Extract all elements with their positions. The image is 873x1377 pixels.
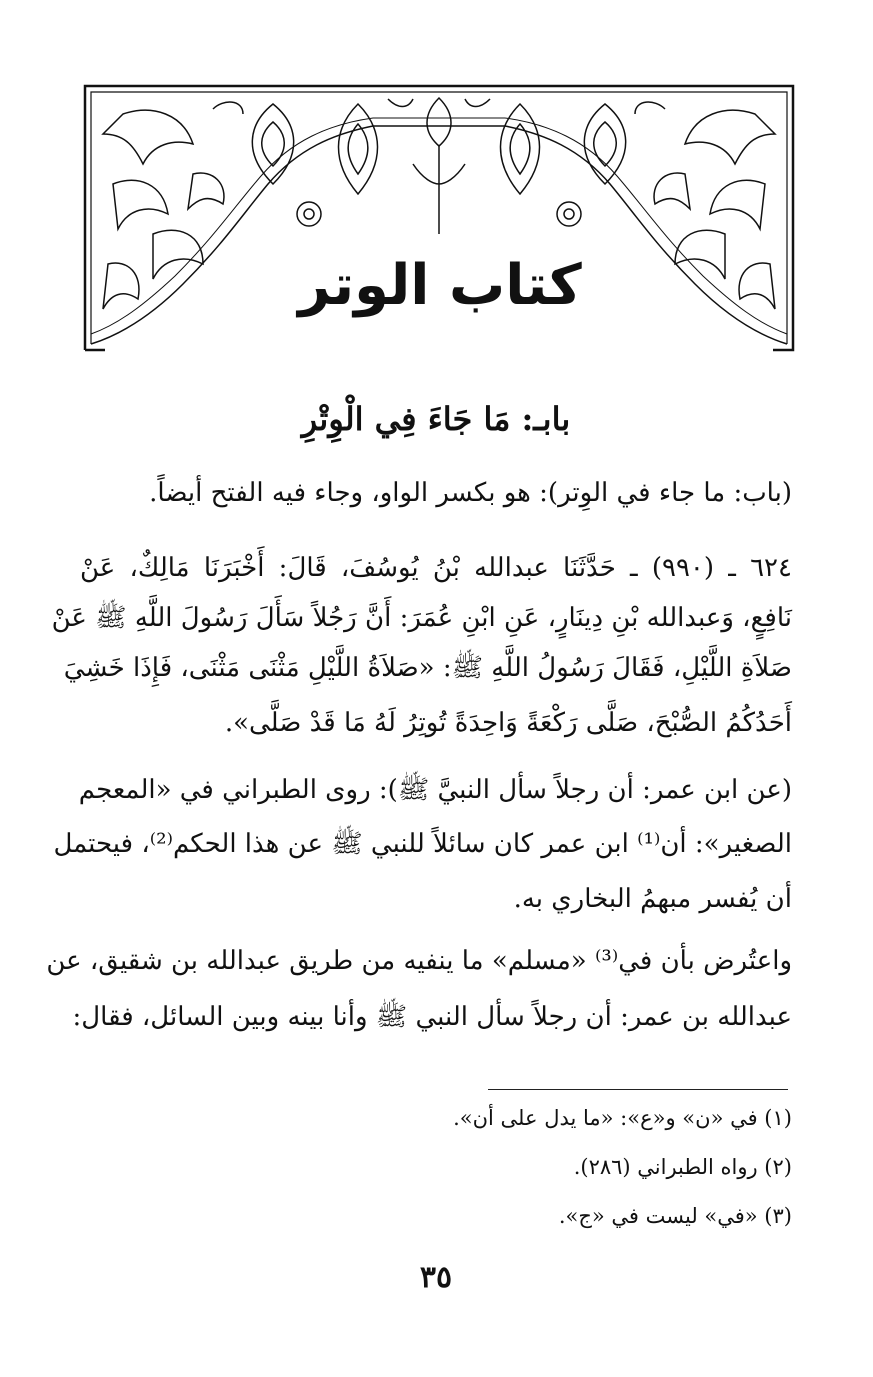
commentary-line: (عن ابن عمر: أن رجلاً سأل النبيَّ ﷺ): روى الطبراني في «المعجم: [78, 775, 792, 805]
chapter-heading: بابـ: مَا جَاءَ فِي الْوِتْرِ: [301, 400, 571, 438]
commentary-line: عبدالله بن عمر: أن رجلاً سأل النبي ﷺ وأنا بينه وبين السائل، فقال:: [72, 1002, 792, 1032]
footnote: (٢) رواه الطبراني (٢٨٦).: [573, 1155, 792, 1179]
hadith-line: ٦٢٤ ـ (٩٩٠) ـ حَدَّثَنَا عبدالله بْنُ يُوسُفَ، قَالَ: أَخْبَرَنَا مَالِكٌ، عَنْ: [80, 553, 792, 583]
hadith-line: نَافِعٍ، وَعبدالله بْنِ دِينَارٍ، عَنِ ابْنِ عُمَرَ: أَنَّ رَجُلاً سَأَلَ رَسُولَ اللَّهِ ﷺ عَنْ: [51, 603, 792, 633]
hadith-line: أَحَدُكُمُ الصُّبْحَ، صَلَّى رَكْعَةً وَاحِدَةً تُوتِرُ لَهُ مَا قَدْ صَلَّى».: [224, 708, 792, 738]
page-number: ٣٥: [419, 1260, 453, 1295]
commentary-line: الصغير»: أن⁽¹⁾ ابن عمر كان سائلاً للنبي ﷺ عن هذا الحكم⁽²⁾، فيحتمل: [53, 829, 792, 859]
footnote-divider: [488, 1089, 788, 1090]
footnote: (١) في «ن» و«ع»: «ما يدل على أن».: [453, 1106, 792, 1130]
footnote: (٣) «في» ليست في «ج».: [558, 1204, 792, 1228]
hadith-line: صَلاَةِ اللَّيْلِ، فَقَالَ رَسُولُ اللَّهِ ﷺ: «صَلاَةُ اللَّيْلِ مَثْنَى مَثْنَى، فَإِذَا خَشِيَ: [63, 653, 792, 683]
commentary-line: (باب: ما جاء في الوِتر): هو بكسر الواو، وجاء فيه الفتح أيضاً.: [149, 478, 792, 508]
book-title: كتاب الوتر: [298, 253, 582, 318]
commentary-line: أن يُفسر مبهمُ البخاري به.: [513, 884, 792, 914]
commentary-line: واعتُرض بأن في⁽³⁾ «مسلم» ما ينفيه من طريق عبدالله بن شقيق، عن: [46, 946, 792, 976]
